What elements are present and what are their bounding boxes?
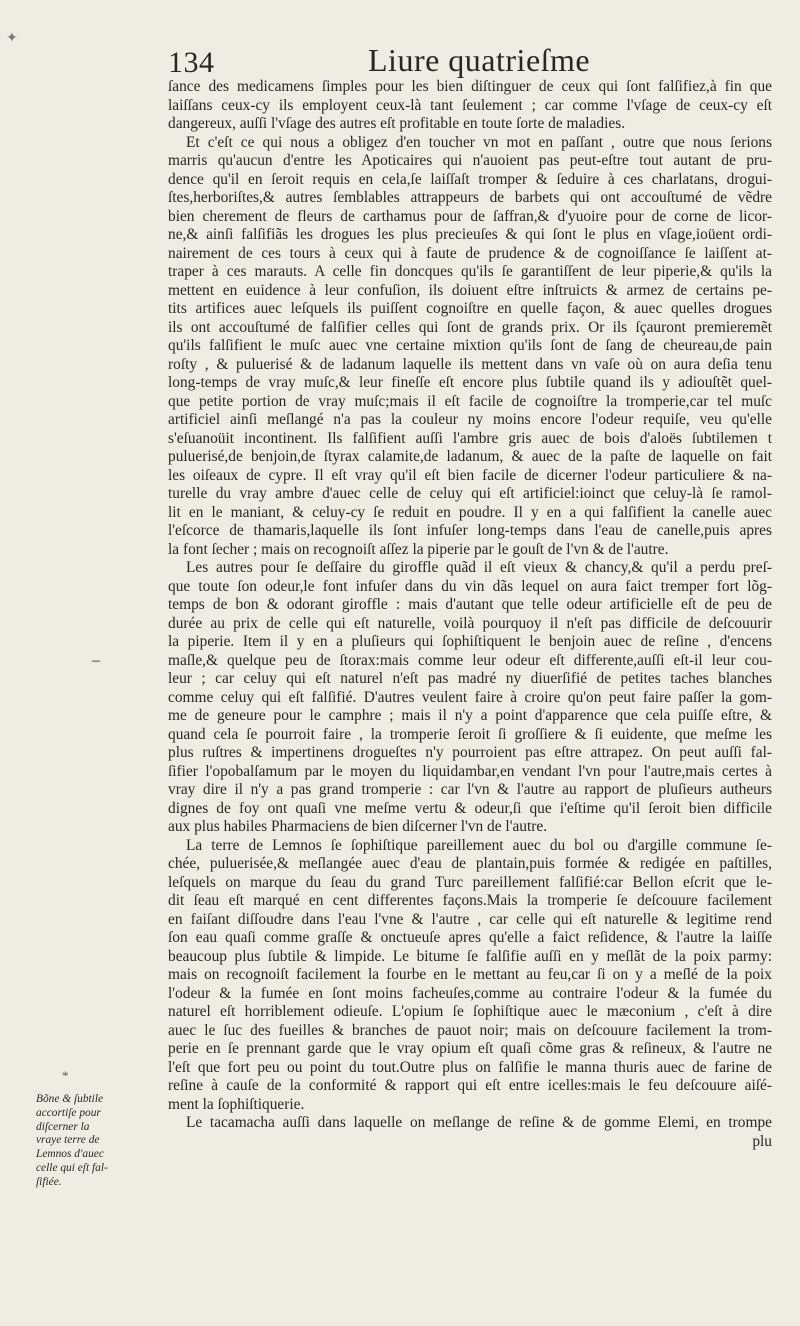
text-line: dangereux, auſſi l'vſage des autres eſt profitable en toute ſorte de maladies. [168,115,626,132]
text-line: ſon eau quaſi comme graſſe & onctueuſe apres qu'elle a faict reſidence, & l'autre la laiſſe [168,929,772,946]
margin-note [36,1093,164,1190]
text-line: tits artifices auec leſquels ils puiſſent cognoiſtre en quelle façon, & auec quelles drogues [168,300,772,317]
text-line: ſifier l'opobalſamum par le moyen du liquidambar,en vendant l'vn pour l'autre,mais certes à [168,762,772,780]
text-line: dit ſeau eſt marqué en cent differentes façons.Mais la tromperie ſe deſcouure facilement [168,892,772,909]
margin-dash: – [92,652,100,669]
text-line: quand cela ſe pourroit faire , la tromperie ſeroit ſi groſſiere & ſi euidente, que meſme les [168,725,772,743]
text-line: traper à ces marauts. A celle fin doncques qu'ils ſe garantiſſent de leur piperie,& qu'ils la [168,263,772,280]
text-line: roſty , & puluerisé & de ladanum laquelle ils mettent dans vn vaſe où on aura deſia tenu [168,355,772,373]
text-line: Les autres pour ſe deſſaire du giroffle quãd il eſt vieux & chancy,& qu'il a perdu preſ- [186,559,772,576]
text-line: ſance des medicamens ſimples pour les bien diſtinguer de ceux qui ſont falſifiez,à fin que [168,78,772,95]
text-line: s'eſuanoüit incontinent. Ils falſifient auſſi l'ambre gris auec de bois d'aloës ſubtilemen t [168,429,772,447]
margin-star: * [62,1068,69,1083]
text-line: qu'ils falſifient le muſc auec vne certaine mixtion qu'ils ſont de ſang de cheureau,de pain [168,337,772,354]
text-line: dignes de foy ont quaſi vne meſme vertu & odeur,ſi que i'eſtime qu'il ſeroit bien difficile [168,799,772,817]
text-line: reſine à cauſe de la conformité & rapport qui eſt entre icelles:mais le feu deſcouure aiſé- [168,1077,772,1094]
text-line: durée au prix de celle qui eſt naturelle, voilà pourquoy il n'eſt pas difficile de deſcouurir [168,614,772,632]
text-line: artificiel ainſi meſlangé n'a pas la couleur ny moins encore l'odeur requiſe, veu qu'elle [168,411,772,428]
body-text [168,78,772,1151]
text-line: ment la ſophiſtiquerie. [168,1095,305,1113]
running-title: Liure quatrieſme [368,42,591,78]
text-line: laiſſans ceux-cy ils employent ceux-là tant ſeulement ; car comme l'vſage de ceux-cy eſt [168,96,772,114]
text-line: leſquels on marque du ſeau du grand Turc pareillement falſifié:car Bellon eſcrit que le- [168,873,772,891]
text-line: naturel eſt horriblement odieuſe. L'opium ſe ſophiſtique auec le mæconium , c'eſt à dire [168,1003,772,1020]
margin-note-line: diſcerner la [36,1120,90,1133]
corner-mark: ✦ [6,31,18,46]
text-line: puluerisé,de benjoin,de ſtyrax calamite,de ladanum, & auec de la paſte de laquelle on fait [168,448,772,465]
text-line: l'eſt que fort peu ou point du tout.Outre plus on falſifie le manna thuris auec de farine de [168,1058,772,1076]
text-line: mettent en euidence à leur confuſion, ils doiuent eſtre inſtruicts & armez de certains pe- [168,281,772,299]
text-line: bien cherement de fleurs de carthamus pour de ſaffran,& d'yuoire pour de corne de licor- [168,207,772,225]
text-line: que petite portion de vray muſc;mais il eſt facile de cognoiſtre la tromperie,car tel muſc [168,392,772,410]
text-line: temps de bon & odorant giroffle : mais d'autant que telle odeur artificielle eſt de peu de [168,596,772,613]
margin-note-line: accortiſe pour [36,1106,101,1119]
margin-note-line: Lemnos d'auec [36,1148,104,1161]
text-line: perie en ſe prennant garde que le vray opium eſt quaſi cõme gras & reſineux, & l'autre ne [168,1040,772,1057]
text-line: ils ont accouſtumé de falſifier celles qui ſont de grands prix. Or ils ſçauront premieremẽt [168,318,772,336]
text-line: mais on recognoiſt facilement la fourbe en le mettant au feu,car ſi on y a meſlé de la poix [168,966,772,983]
text-line: comme celuy qui eſt falſifié. D'autres veulent faire à croire qu'on peut faire paſſer la gom- [168,688,772,706]
text-line: la piperie. Item il y en a pluſieurs qui ſophiſtiquent le benjoin auec de reſine , d'encens [168,633,772,650]
text-line: aux plus habiles Pharmaciens de bien diſcerner l'vn de l'autre. [168,818,548,835]
text-line: nairement de ces tours à ceux qui à faute de prudence & de cognoiſſance ſe laiſſent at- [168,244,772,262]
margin-note-line: ſifiée. [36,1175,62,1188]
text-line: turelle du vray ambre d'auec celle de celuy qui eſt artificiel:ioinct que celuy-là ſe ramol- [168,485,772,502]
text-line: l'eſcorce de thamaris,laquelle ils ſont infuſer long-temps dans l'eau de canelle,puis apres [168,522,772,539]
text-line: plus ruſtres & impertinens drogueſtes n'y pourroient pas eſtre attrapez. On peut auſſi fal- [168,744,772,761]
text-line: lit en le maniant, & celuy-cy ſe reduit en poudre. Il y en a qui falſifient la canelle auec [168,503,772,521]
text-line: l'odeur & la fumée en ſont moins facheuſes,comme au contraire l'odeur & la fumée du [168,984,772,1002]
text-line: la font ſecher ; mais on recognoiſt aſſez la piperie par le gouſt de l'vn & de l'autre. [168,540,669,558]
text-line: beaucoup plus ſubtile & limpide. Le bitume ſe falſifie auſſi en y meſlãt de la poix parmy: [168,947,772,965]
text-line: La terre de Lemnos ſe ſophiſtique pareillement auec du bol ou d'argille commune ſe- [186,836,772,854]
text-line: auec le ſuc des fueilles & branches de pauot noir; mais on deſcouure facilement la trom- [168,1021,772,1039]
text-line: me de geneure pour le camphre ; mais il n'y a point d'apparence que cela puiſſe eſtre, & [168,707,772,724]
text-line: vray dire il n'y a pas grand tromperie : car l'vn & l'autre au rapport de pluſieurs autheurs [168,781,772,798]
page-number: 134 [168,46,215,79]
text-line: en faiſant diſſoudre dans l'eau l'vne & l'autre , car celle qui eſt naturelle & legitime rend [168,910,772,928]
text-line: ſtes,herboriſtes,& autres ſemblables attrappeurs de barbets qui ont accouſtumé de vẽdre [168,189,772,206]
text-line: marris qu'aucun d'entre les Apoticaires qui n'auoient pas peut-eſtre tout autant de pru- [168,152,772,169]
text-line: chée, puluerisée,& meſlangée auec d'eau de plantain,puis formée & redigée en paſtilles, [168,855,772,872]
text-line: dence qu'il en ſeroit requis en cela,ſe laiſſaſt tromper & ſeduire à ces charlatans, drogui- [168,170,772,188]
text-line: que toute ſon odeur,le font infuſer dans du vin dãs lequel on aura faict tremper fort lõg- [168,577,772,595]
margin-note-line: celle qui eſt fal- [36,1161,108,1174]
text-line: leur ; car celuy qui eſt naturel n'eſt pas madré ny diuerſifié de petites taches blanches [168,670,772,687]
text-line: ne,& ainſi falſifiãs les drogues les plus precieuſes & qui ſont le plus en vſage,ioüent ordi- [168,226,772,243]
page-header [118,42,658,82]
margin-note-line: Bõne & ſubtile [36,1093,104,1105]
text-line: Et c'eſt ce qui nous a obligez d'en toucher vn mot en paſſant , outre que nous ſerions [186,133,772,151]
text-line: long-temps de vray muſc,& leur fineſſe eſt encore plus ſubtile quand ils y adiouſtẽt quel- [168,374,772,391]
text-line: maſle,& quelque peu de ſtorax:mais comme leur odeur eſt differente,auſſi eſt-il leur cou- [168,651,772,669]
text-line: Le tacamacha auſſi dans laquelle on meſlange de reſine & de gomme Elemi, en trompe [186,1114,772,1131]
margin-note-line: vraye terre de [36,1134,100,1147]
text-line: les oiſeaux de cypre. Il eſt vray qu'il eſt bien facile de dicerner l'odeur particuliere & na- [168,466,772,484]
text-line: plu [752,1132,772,1150]
